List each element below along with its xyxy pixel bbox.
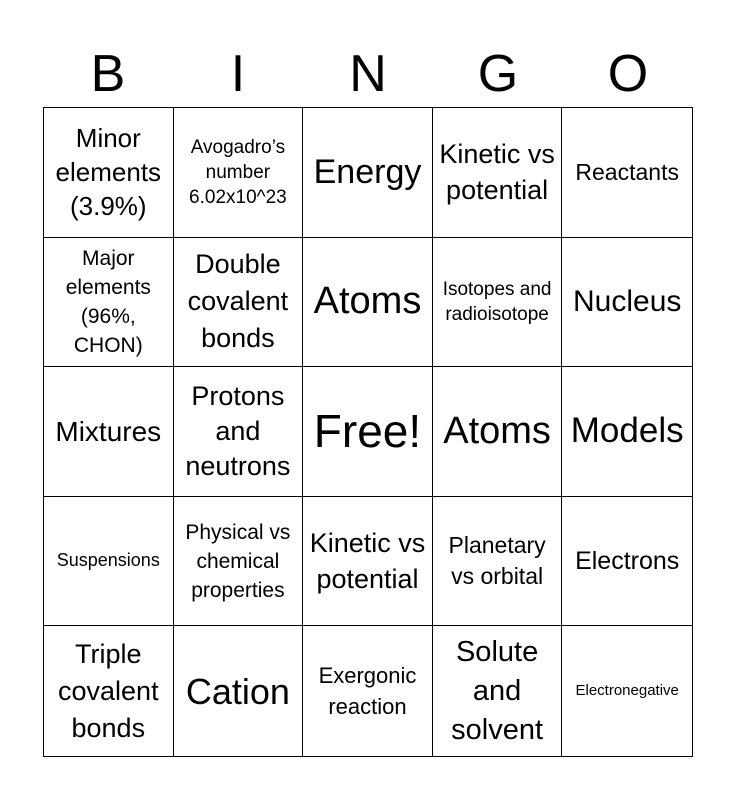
bingo-header bbox=[43, 44, 693, 104]
bingo-cell-text: Energy bbox=[313, 152, 422, 191]
bingo-cell-text: Kinetic vs potential bbox=[309, 528, 426, 595]
bingo-cell-r2-c2[interactable] bbox=[174, 238, 304, 368]
bingo-cell-text: Solute and solvent bbox=[451, 635, 544, 746]
bingo-cell-text: Minor elements (3.9%) bbox=[55, 123, 162, 222]
bingo-cell-text: Suspensions bbox=[56, 550, 160, 571]
bingo-cell-r4-c3[interactable] bbox=[303, 497, 433, 627]
bingo-cell-text: Physical vs chemical properties bbox=[185, 520, 291, 602]
bingo-cell-text: Reactants bbox=[575, 158, 679, 185]
bingo-cell-r5-c4[interactable] bbox=[433, 626, 563, 756]
bingo-cell-text: Kinetic vs potential bbox=[439, 139, 555, 206]
bingo-cell-text: Avogadro’s number 6.02x10^23 bbox=[189, 136, 287, 208]
bingo-cell-text: Models bbox=[570, 411, 684, 451]
bingo-cell-r2-c1[interactable] bbox=[44, 238, 174, 368]
bingo-cell-r3-c2[interactable] bbox=[174, 367, 304, 497]
bingo-cell-text: Major elements (96%, CHON) bbox=[65, 246, 151, 357]
header-letter-n: N bbox=[349, 45, 387, 103]
bingo-cell-r3-c3[interactable] bbox=[303, 367, 433, 497]
bingo-cell-r1-c2[interactable] bbox=[174, 108, 304, 238]
bingo-cell-r5-c3[interactable] bbox=[303, 626, 433, 756]
bingo-cell-text: Triple covalent bonds bbox=[58, 638, 159, 743]
bingo-cell-r4-c2[interactable] bbox=[174, 497, 304, 627]
bingo-cell-text: Cation bbox=[185, 670, 290, 712]
header-letter-g: G bbox=[477, 45, 519, 103]
bingo-cell-r1-c3[interactable] bbox=[303, 108, 433, 238]
bingo-cell-r1-c5[interactable] bbox=[562, 108, 692, 238]
bingo-cell-r1-c4[interactable] bbox=[433, 108, 563, 238]
bingo-cell-r5-c1[interactable] bbox=[44, 626, 174, 756]
bingo-cell-text: Electronegative bbox=[575, 682, 679, 700]
free-space: Free! bbox=[313, 405, 422, 458]
bingo-cell-r1-c1[interactable] bbox=[44, 108, 174, 238]
bingo-cell-text: Atoms bbox=[313, 280, 422, 323]
bingo-cell-text: Planetary vs orbital bbox=[448, 532, 546, 590]
header-letter-b: B bbox=[90, 45, 126, 103]
bingo-cell-r2-c4[interactable] bbox=[433, 238, 563, 368]
bingo-cell-text: Exergonic reaction bbox=[318, 663, 417, 720]
bingo-cell-r2-c5[interactable] bbox=[562, 238, 692, 368]
bingo-cell-text: Isotopes and radioisotope bbox=[442, 278, 552, 325]
bingo-cell-r5-c2[interactable] bbox=[174, 626, 304, 756]
bingo-cell-r3-c4[interactable] bbox=[433, 367, 563, 497]
bingo-cell-text: Atoms bbox=[443, 409, 551, 452]
bingo-cell-text: Protons and neutrons bbox=[185, 380, 291, 481]
bingo-cell-r4-c1[interactable] bbox=[44, 497, 174, 627]
bingo-cell-r4-c5[interactable] bbox=[562, 497, 692, 627]
bingo-cell-text: Double covalent bonds bbox=[187, 249, 289, 354]
bingo-cell-r3-c5[interactable] bbox=[562, 367, 692, 497]
bingo-cell-text: Electrons bbox=[575, 547, 680, 576]
header-letter-i: I bbox=[230, 45, 246, 103]
bingo-cell-text: Nucleus bbox=[573, 284, 682, 318]
bingo-cell-r3-c1[interactable] bbox=[44, 367, 174, 497]
bingo-cell-r2-c3[interactable] bbox=[303, 238, 433, 368]
bingo-cell-r5-c5[interactable] bbox=[562, 626, 692, 756]
header-letter-o: O bbox=[607, 45, 649, 103]
bingo-cell-r4-c4[interactable] bbox=[433, 497, 563, 627]
bingo-board bbox=[43, 107, 693, 757]
bingo-cell-text: Mixtures bbox=[55, 415, 162, 447]
